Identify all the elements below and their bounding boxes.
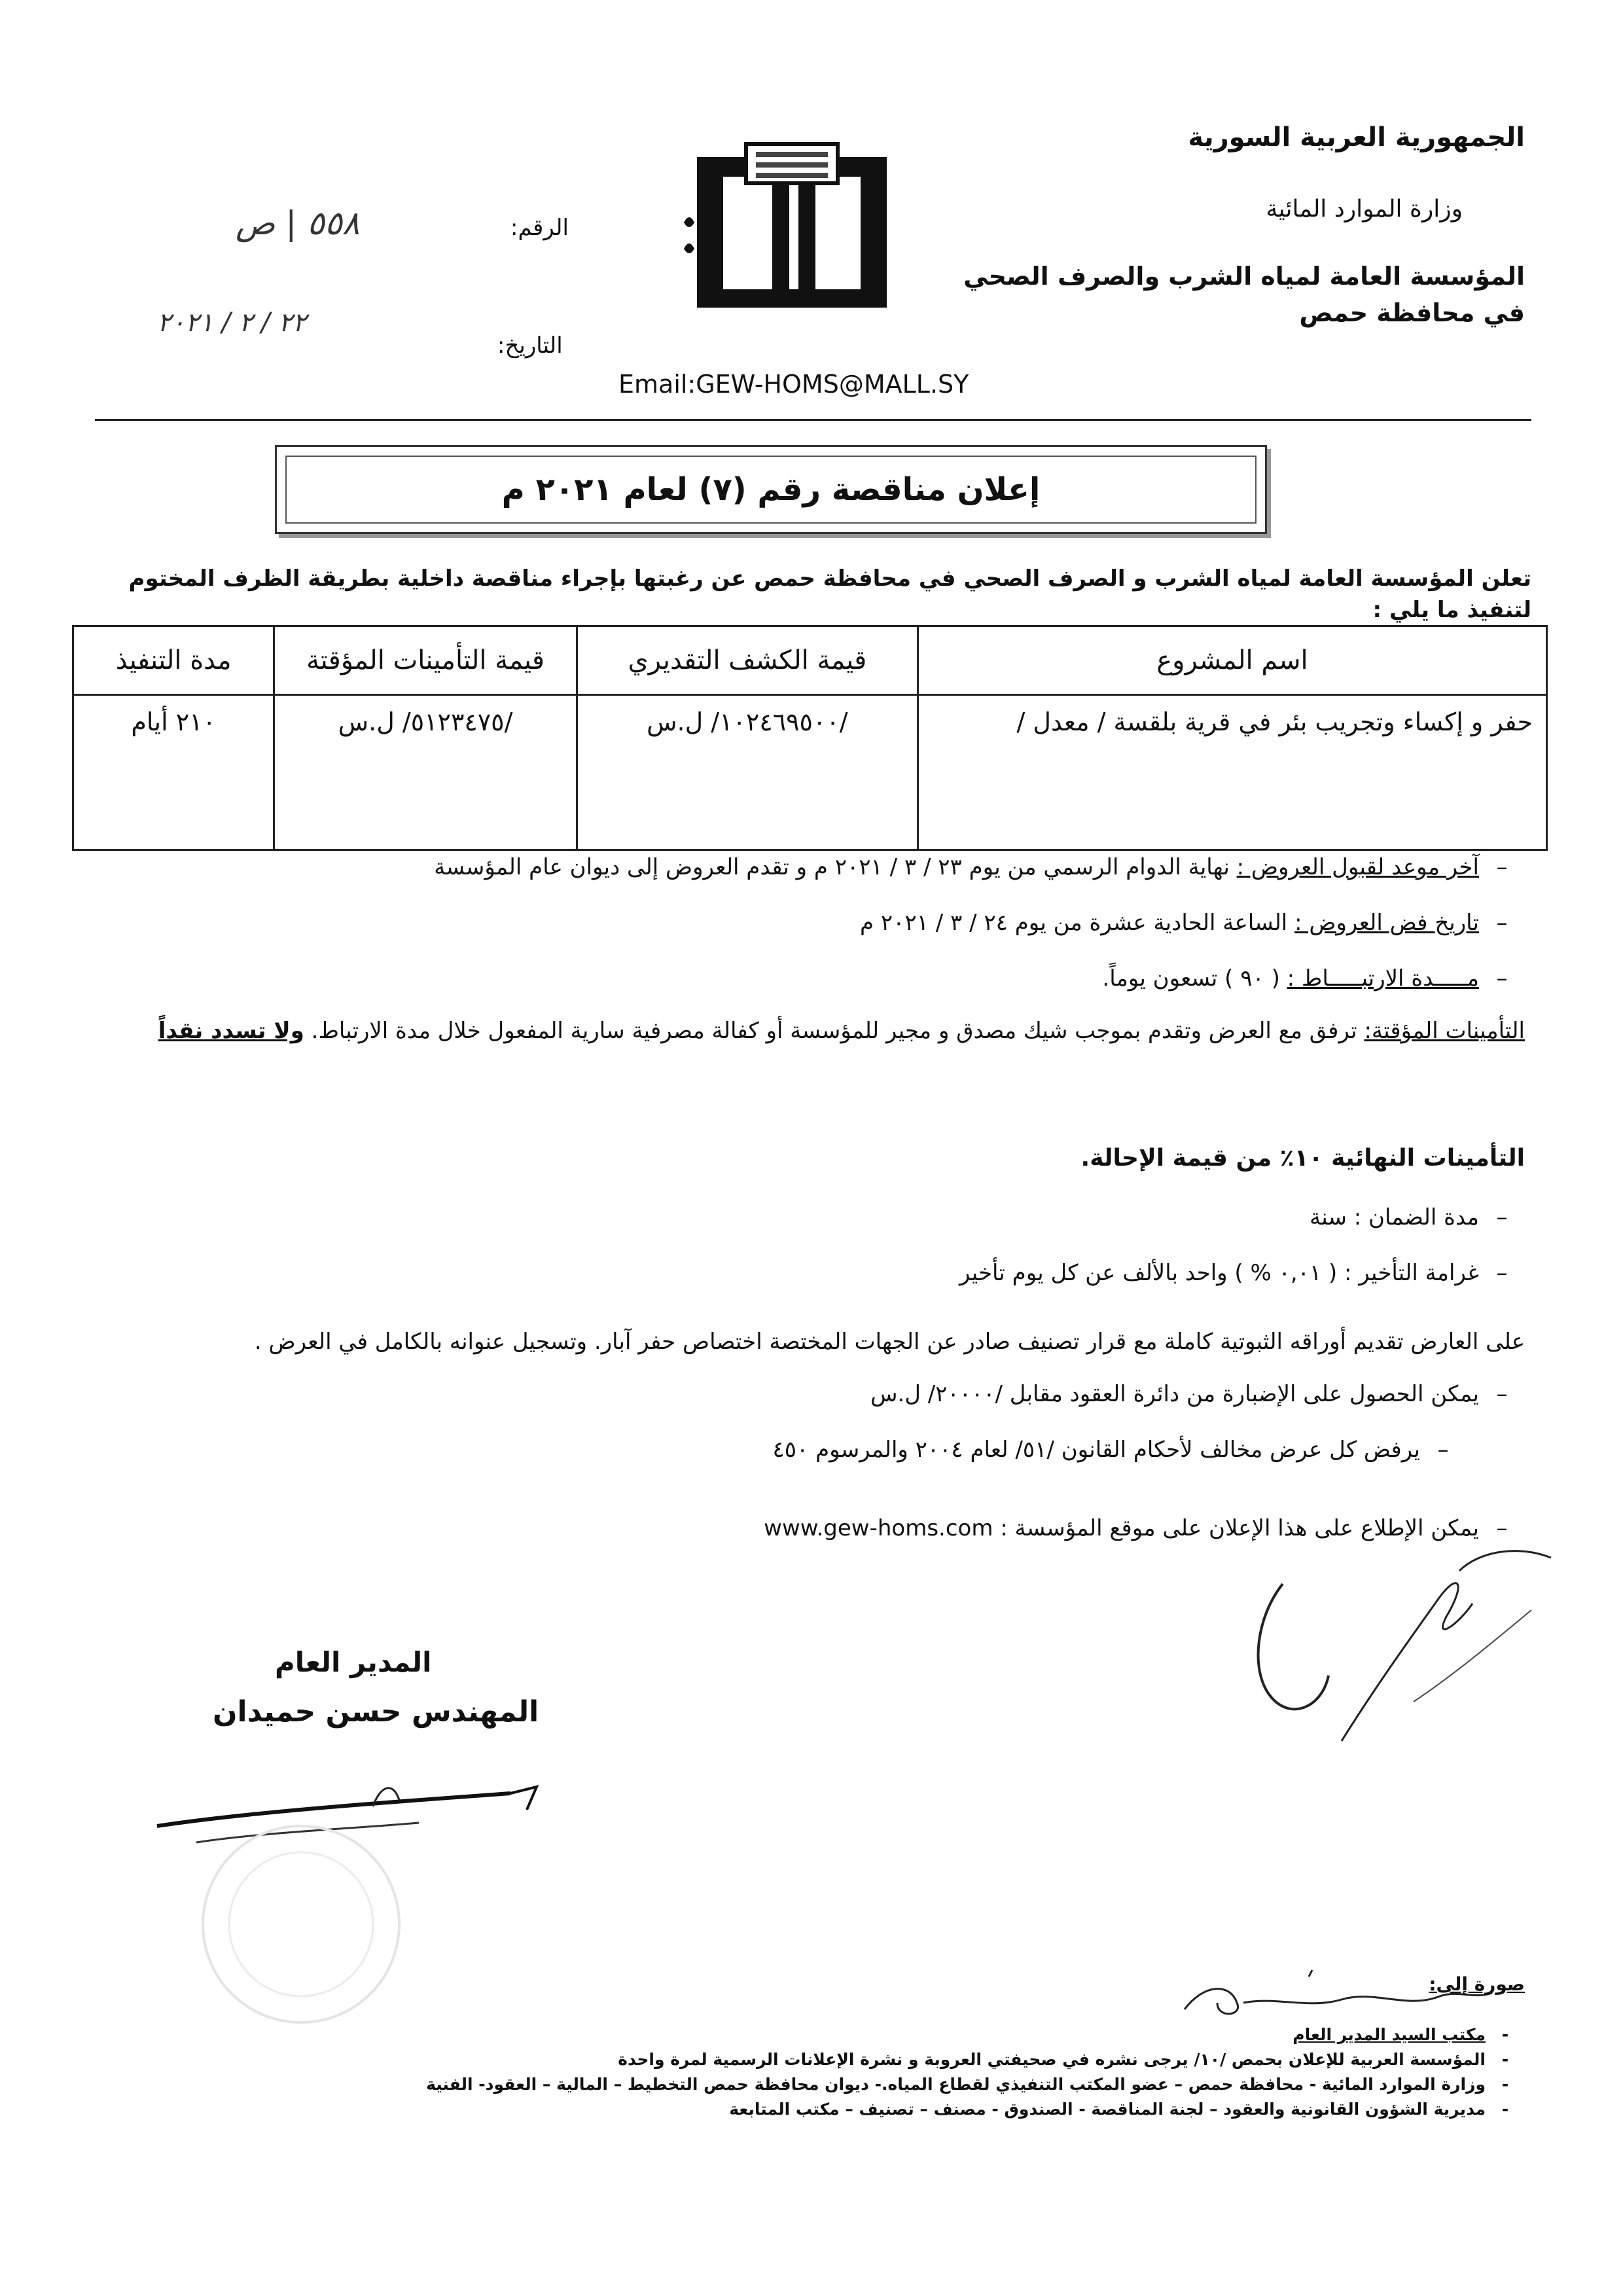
- header-estimate-value: قيمة الكشف التقديري: [577, 626, 918, 695]
- booklet-text: يمكن الحصول على الإضبارة من دائرة العقود مقابل /٢٠٠٠٠/ ل.س: [870, 1381, 1479, 1407]
- cell-temp-insurance: /٥١٢٣٤٧٥/ ل.س: [274, 695, 577, 850]
- opening-line: –تاريخ فض العروض : الساعة الحادية عشرة من يوم ٢٤ / ٣ / ٢٠٢١ م: [860, 910, 1508, 936]
- email-address: Email:GEW-HOMS@MALL.SY: [618, 370, 969, 399]
- header-duration: مدة التنفيذ: [73, 626, 274, 695]
- header-divider: [95, 419, 1531, 421]
- date-label: التاريخ:: [497, 332, 563, 359]
- binding-line: –مـــــدة الارتبـــــاط : ( ٩٠ ) تسعون يوماً.: [1102, 965, 1508, 992]
- ministry-name: وزارة الموارد المائية: [1266, 196, 1463, 223]
- opening-text: الساعة الحادية عشرة من يوم ٢٤ / ٣ / ٢٠٢١ م: [860, 910, 1288, 936]
- number-label: الرقم:: [510, 215, 569, 241]
- binding-label: مـــــدة الارتبـــــاط :: [1287, 965, 1479, 992]
- country-name: الجمهورية العربية السورية: [1188, 122, 1525, 152]
- temp-insurance-line: [79, 1014, 1525, 1047]
- deadline-text: نهاية الدوام الرسمي من يوم ٢٣ / ٣ / ٢٠٢١ م و تقدم العروض إلى ديوان عام المؤسسة: [434, 854, 1230, 880]
- handwritten-signature-icon: [1243, 1545, 1584, 1754]
- warranty-line: –مدة الضمان : سنة: [1309, 1204, 1508, 1230]
- cell-estimate-value: /١٠٢٤٦٩٥٠٠/ ل.س: [577, 695, 918, 850]
- title-frame: [275, 445, 1267, 534]
- list-item: -مكتب السيد المدير العام: [1293, 2025, 1509, 2044]
- temp-insurance-label: التأمينات المؤقتة:: [1364, 1018, 1525, 1044]
- date-value: ٢٢ / ٢ / ٢٠٢١: [157, 308, 307, 338]
- signatory-name: المهندس حسن حميدان: [213, 1695, 539, 1729]
- faint-stamp-icon: [170, 1806, 432, 2042]
- penalty-text: غرامة التأخير : ( ٠,٠١ % ) واحد بالألف عن كل يوم تأخير: [959, 1260, 1479, 1286]
- bidder-docs-line: على العارض تقديم أوراقه الثبوتية كاملة مع قرار تصنيف صادر عن الجهات المختصة اختصاص حفر آبار. وتسجيل عنوانه بالكامل في العرض .: [254, 1329, 1525, 1355]
- deadline-label: آخر موعد لقبول العروض :: [1236, 854, 1479, 880]
- number-value: ٥٥٨ | ص: [236, 204, 360, 242]
- institution-name: المؤسسة العامة لمياه الشرب والصرف الصحي: [963, 262, 1525, 291]
- project-table: [72, 625, 1548, 851]
- list-item: -وزارة الموارد المائية - محافظة حمص – عضو المكتب التنفيذي لقطاع المياه.- ديوان محافظة حمص التخطيط – المالية – العقود- الفنية: [426, 2075, 1509, 2094]
- booklet-line: –يمكن الحصول على الإضبارة من دائرة العقود مقابل /٢٠٠٠٠/ ل.س: [870, 1381, 1508, 1407]
- letterhead: [936, 118, 1525, 331]
- rejection-line: –يرفض كل عرض مخالف لأحكام القانون /٥١/ لعام ٢٠٠٤ والمرسوم ٤٥٠: [772, 1437, 1449, 1463]
- cell-duration: ٢١٠ أيام: [73, 695, 274, 850]
- header-temp-insurance: قيمة التأمينات المؤقتة: [274, 626, 577, 695]
- cell-project-name: حفر و إكساء وتجريب بئر في قرية بلقسة / معدل /: [918, 695, 1546, 850]
- copy-recipient: وزارة الموارد المائية - محافظة حمص – عضو المكتب التنفيذي لقطاع المياه.- ديوان محافظة حمص التخطيط – المالية – العقود- الفنية: [426, 2075, 1486, 2094]
- deadline-line: –آخر موعد لقبول العروض : نهاية الدوام الرسمي من يوم ٢٣ / ٣ / ٢٠٢١ م و تقدم العروض إلى ديوان عام المؤسسة: [434, 854, 1508, 880]
- copy-recipient: مديرية الشؤون القانونية والعقود – لجنة المناقصة - الصندوق - مصنف – تصنيف – مكتب المتابعة: [729, 2100, 1486, 2119]
- website-line: –يمكن الإطلاع على هذا الإعلان على موقع المؤسسة : www.gew-homs.com: [764, 1515, 1508, 1541]
- final-insurance-line: التأمينات النهائية ١٠٪ من قيمة الإحالة.: [1080, 1145, 1525, 1172]
- header-project-name: اسم المشروع: [918, 626, 1546, 695]
- list-item: -مديرية الشؤون القانونية والعقود – لجنة المناقصة - الصندوق - مصنف – تصنيف – مكتب المتابعة: [729, 2100, 1509, 2119]
- intro-paragraph: تعلن المؤسسة العامة لمياه الشرب و الصرف الصحي في محافظة حمص عن رغبتها بإجراء مناقصة داخلية بطريقة الظرف المختوم لتنفيذ ما يلي :: [128, 565, 1531, 623]
- copy-recipient: مكتب السيد المدير العام: [1293, 2025, 1486, 2044]
- list-item: -المؤسسة العربية للإعلان بحمص /١٠/ يرجى نشره في صحيفتي العروبة و نشرة الإعلانات الرسمية لمرة واحدة: [618, 2050, 1509, 2069]
- copy-recipient: المؤسسة العربية للإعلان بحمص /١٠/ يرجى نشره في صحيفتي العروبة و نشرة الإعلانات الرسمية لمرة واحدة: [618, 2050, 1486, 2069]
- penalty-line: –غرامة التأخير : ( ٠,٠١ % ) واحد بالألف عن كل يوم تأخير: [959, 1260, 1508, 1286]
- institution-location: في محافظة حمص: [1299, 298, 1525, 327]
- tender-title: إعلان مناقصة رقم (٧) لعام ٢٠٢١ م: [285, 456, 1257, 524]
- temp-insurance-note: ولا تسدد نقداً: [158, 1018, 304, 1044]
- temp-insurance-text: ترفق مع العرض وتقدم بموجب شيك مصدق و مجير للمؤسسة أو كفالة مصرفية سارية المفعول خلال مدة الارتباط.: [311, 1018, 1357, 1044]
- table-row: [73, 695, 1547, 850]
- warranty-text: مدة الضمان : سنة: [1309, 1204, 1479, 1230]
- website-text: يمكن الإطلاع على هذا الإعلان على موقع المؤسسة :: [1000, 1515, 1479, 1541]
- copies-label: صورة إلى:: [1429, 1973, 1525, 1995]
- rejection-text: يرفض كل عرض مخالف لأحكام القانون /٥١/ لعام ٢٠٠٤ والمرسوم ٤٥٠: [772, 1437, 1420, 1463]
- opening-label: تاريخ فض العروض :: [1294, 910, 1479, 936]
- table-header-row: [73, 626, 1547, 695]
- binding-text: ( ٩٠ ) تسعون يوماً.: [1102, 965, 1280, 992]
- signatory-title: المدير العام: [275, 1646, 432, 1678]
- institution-logo-icon: [684, 137, 900, 314]
- website-link[interactable]: www.gew-homs.com: [764, 1515, 993, 1541]
- copies-list: [216, 2022, 1525, 2122]
